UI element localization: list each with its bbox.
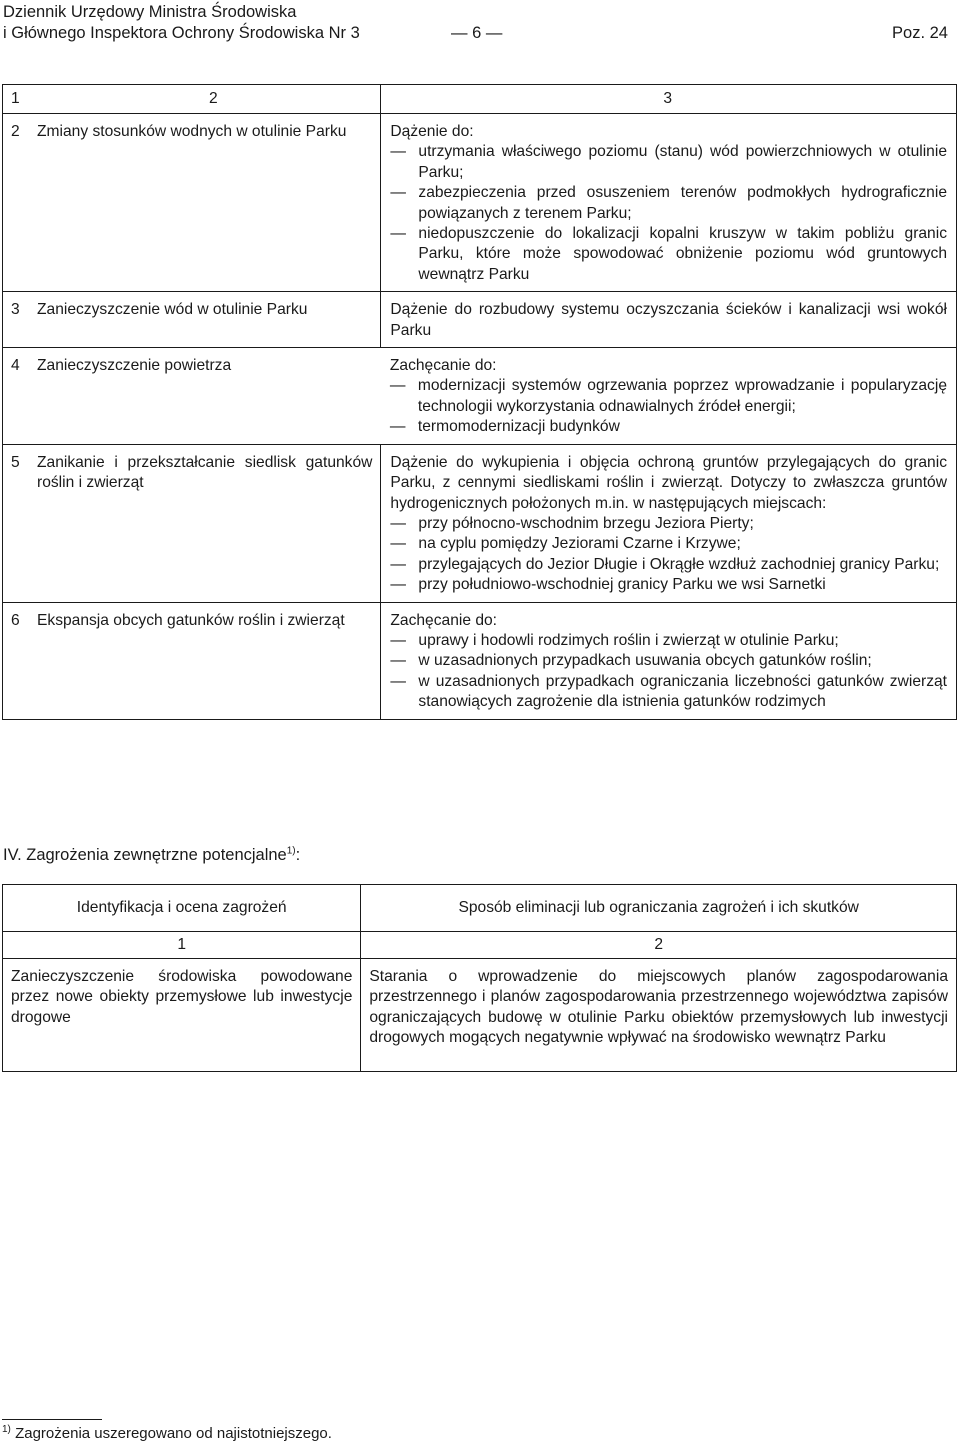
measure-intro: Dążenie do wykupienia i objęcia ochroną gruntów przylegających do granic Parku, z cennymi siedliskami roślin i zwierząt. Dotyczy to zwłaszcza gruntów hydrogenicznych położonych m.in. w następujących miejscach: xyxy=(390,453,947,512)
dash-bullet: — xyxy=(390,631,406,649)
column-number-row xyxy=(3,85,957,114)
table-row xyxy=(3,959,957,1072)
list-item xyxy=(390,376,947,417)
list-item xyxy=(390,534,947,554)
measure-intro: Zachęcanie do: xyxy=(390,611,498,629)
dash-bullet: — xyxy=(390,555,406,573)
list-item-text: termomodernizacji budynków xyxy=(417,418,620,436)
measure-list xyxy=(390,376,947,437)
list-item-text: przy południowo-wschodniej granicy Parku we wsi Sarnetki xyxy=(418,576,826,594)
measure-intro: Dążenie do: xyxy=(390,123,474,140)
footnote-divider xyxy=(2,1419,102,1420)
list-item xyxy=(390,224,947,285)
threat-text: Zanieczyszczenie powietrza xyxy=(37,357,232,375)
list-item-text: w uzasadnionych przypadkach usuwania obcych gatunków roślin; xyxy=(418,652,872,670)
measure-intro: Zachęcanie do: xyxy=(389,357,497,375)
dash-bullet: — xyxy=(390,514,406,532)
list-item-text: w uzasadnionych przypadkach ograniczania liczebności gatunków zwierząt stanowiących zagrożenie dla istnienia gatunków rodzimych xyxy=(418,672,947,711)
dash-bullet: — xyxy=(390,184,406,202)
dash-bullet: — xyxy=(390,672,406,690)
threats-table xyxy=(2,84,957,720)
column-number: 1 xyxy=(3,932,361,959)
list-item xyxy=(390,575,947,595)
row-number: 5 xyxy=(11,453,20,471)
list-item xyxy=(390,631,947,651)
dash-bullet: — xyxy=(389,418,406,436)
list-item-text: przy północno-wschodnim brzegu Jeziora Pierty; xyxy=(418,514,754,532)
dash-bullet: — xyxy=(389,377,406,395)
row-number: 2 xyxy=(11,123,20,140)
journal-title-line2: i Głównego Inspektora Ochrony Środowiska Nr 3 xyxy=(3,24,360,42)
footnote-ref: 1) xyxy=(286,845,296,857)
page-number: — 6 — xyxy=(451,24,503,42)
column-number: 1 xyxy=(11,90,20,107)
list-item xyxy=(390,142,947,183)
measure-list xyxy=(390,514,947,596)
list-item xyxy=(390,514,947,534)
list-item xyxy=(390,555,947,575)
table-row xyxy=(3,602,957,719)
page-header xyxy=(3,2,948,44)
dash-bullet: — xyxy=(390,535,406,553)
row-number: 3 xyxy=(11,301,20,319)
table-row xyxy=(3,114,957,292)
column-header: Identyfikacja i ocena zagrożeń xyxy=(3,885,361,932)
journal-title-line1: Dziennik Urzędowy Ministra Środowiska xyxy=(3,3,297,21)
list-item xyxy=(390,417,947,437)
threat-text: Zanieczyszczenie wód w otulinie Parku xyxy=(37,301,308,319)
dash-bullet: — xyxy=(390,225,406,243)
threat-text: Ekspansja obcych gatunków roślin i zwierząt xyxy=(37,611,345,629)
list-item-text: uprawy i hodowli rodzimych roślin i zwierząt w otulinie Parku; xyxy=(418,631,839,649)
column-number: 2 xyxy=(209,90,218,107)
list-item xyxy=(390,672,947,713)
row-number: 4 xyxy=(11,357,20,375)
measure-list xyxy=(390,142,947,285)
column-number-row xyxy=(3,932,957,959)
header-row xyxy=(3,885,957,932)
section-colon: : xyxy=(295,846,301,864)
list-item-text: utrzymania właściwego poziomu (stanu) wód powierzchniowych w otulinie Parku; xyxy=(418,143,947,181)
section-title: IV. Zagrożenia zewnętrzne potencjalne xyxy=(3,846,287,864)
list-item xyxy=(390,651,947,671)
table-row xyxy=(3,444,957,602)
list-item xyxy=(390,183,947,224)
footnote-text: Zagrożenia uszeregowano od najistotniejszego. xyxy=(15,1425,332,1442)
potential-threats-table xyxy=(2,884,957,1072)
column-number: 3 xyxy=(663,90,673,107)
list-item-text: niedopuszczenie do lokalizacji kopalni kruszyw w takim pobliżu granic Parku, które może spowodować obniżenie poziomu wód gruntowych wewnątrz Parku xyxy=(418,225,947,283)
dash-bullet: — xyxy=(390,143,406,161)
footnote xyxy=(2,1424,332,1444)
column-header: Sposób eliminacji lub ograniczania zagrożeń i ich skutków xyxy=(361,885,957,932)
column-number: 2 xyxy=(361,932,957,959)
threat-text: Zmiany stosunków wodnych w otulinie Parku xyxy=(37,123,347,140)
measure-text: Starania o wprowadzenie do miejscowych planów zagospodarowania przestrzennego i planów zagospodarowania przestrzennego województwa zapisów ograniczających budowę w otulinie Parku obiektów przemysłowych lub inwestycji drogowych mogących negatywnie wpływać na środowisko wewnątrz Parku xyxy=(361,959,957,1072)
list-item-text: zabezpieczenia przed osuszeniem terenów podmokłych hydrograficznie powiązanych z terenem Parku; xyxy=(418,184,947,222)
list-item-text: przylegających do Jezior Długie i Okrągłe wzdłuż zachodniej granicy Parku; xyxy=(418,555,940,573)
table-row xyxy=(3,348,957,445)
table-row xyxy=(3,292,957,348)
position-number: Poz. 24 xyxy=(892,24,948,42)
row-number: 6 xyxy=(11,611,20,629)
footnote-mark: 1) xyxy=(2,1424,11,1435)
measure-list xyxy=(390,631,947,713)
list-item-text: na cyplu pomiędzy Jeziorami Czarne i Krzywe; xyxy=(418,535,741,553)
list-item-text: modernizacji systemów ogrzewania poprzez wprowadzanie i popularyzację technologii wykorzystania odnawialnych źródeł energii; xyxy=(417,377,947,415)
threat-text: Zanieczyszczenie środowiska powodowane przez nowe obiekty przemysłowe lub inwestycje drogowe xyxy=(3,959,361,1072)
measure-intro: Dążenie do rozbudowy systemu oczyszczania ścieków i kanalizacji wsi wokół Parku xyxy=(390,301,947,339)
threat-text: Zanikanie i przekształcanie siedlisk gatunków roślin i zwierząt xyxy=(37,453,373,492)
dash-bullet: — xyxy=(390,576,406,594)
section-heading xyxy=(3,845,300,865)
dash-bullet: — xyxy=(390,652,406,670)
